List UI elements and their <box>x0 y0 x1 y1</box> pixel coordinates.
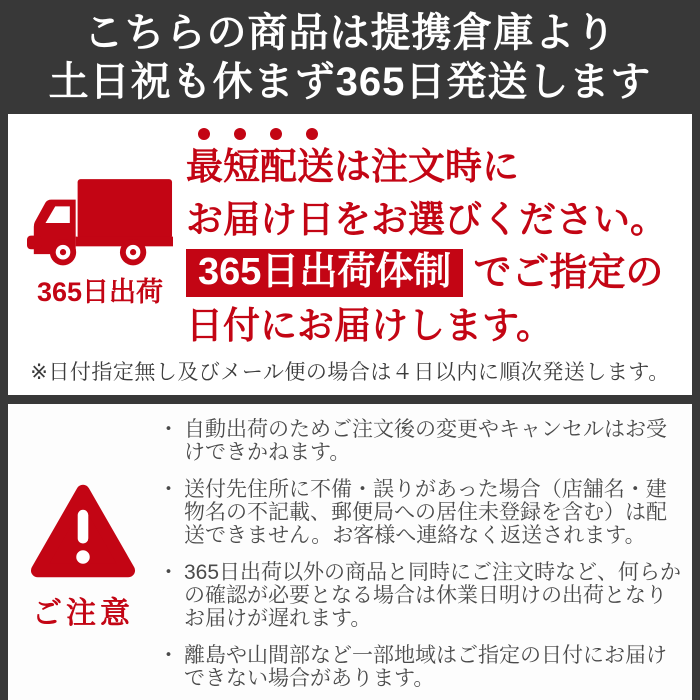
caution-item-text: 送付先住所に不備・誤りがあった場合（店舗名・建物名の不記載、郵便局への居住未登録を含む）は配送できません。お客様へ連絡なく返送されます。 <box>184 478 667 547</box>
shipping-message <box>186 114 667 349</box>
warning-triangle-icon <box>30 482 136 580</box>
emphasis-dot <box>234 128 246 140</box>
header-band <box>0 0 700 114</box>
truck-block <box>24 178 176 309</box>
header-line1: こちらの商品は提携倉庫より <box>83 11 617 55</box>
caution-item-text: 離島や山間部など一部地域はご指定の日付にお届けできない場合があります。 <box>184 644 667 690</box>
emphasis-dot <box>198 128 210 140</box>
shipping-note: ※日付指定無し及びメール便の場合は４日以内に順次発送します。 <box>30 361 670 384</box>
header-line2: 土日祝も休まず365日発送します <box>48 60 652 104</box>
badge-suffix: でご指定の <box>473 252 664 294</box>
bullet-icon: ・ <box>158 478 179 501</box>
caution-label: ご注意 <box>32 597 134 630</box>
delivery-line: 日付にお届けします。 <box>186 305 554 346</box>
truck-label: 365日出荷 <box>36 277 164 307</box>
emphasis-dots <box>198 128 667 140</box>
caution-item-text: 自動出荷のためご注文後の変更やキャンセルはお受けできかねます。 <box>184 418 667 464</box>
caution-item-text: 365日出荷以外の商品と同時にご注文時など、何らかの確認が必要となる場合は休業日明けの出荷となりお届けが遅れます。 <box>184 561 682 630</box>
headline-line2: お届け日をお選びください。 <box>186 199 667 240</box>
bullet-icon: ・ <box>158 418 179 441</box>
emphasis-dot <box>270 128 282 140</box>
caution-item <box>158 478 684 547</box>
badge-row <box>186 249 667 297</box>
caution-item <box>158 418 684 464</box>
headline-line1: 最短配送は注文時に <box>186 146 519 187</box>
caution-panel <box>8 404 692 700</box>
caution-block <box>8 404 158 700</box>
shipping-badge: 365日出荷体制 <box>186 249 463 297</box>
caution-item <box>158 644 684 690</box>
bullet-icon: ・ <box>158 561 179 584</box>
shipping-panel <box>8 114 692 395</box>
caution-item <box>158 561 684 630</box>
bullet-icon: ・ <box>158 644 179 667</box>
emphasis-dot <box>306 128 318 140</box>
delivery-truck-icon <box>27 178 173 266</box>
caution-list <box>158 404 692 700</box>
